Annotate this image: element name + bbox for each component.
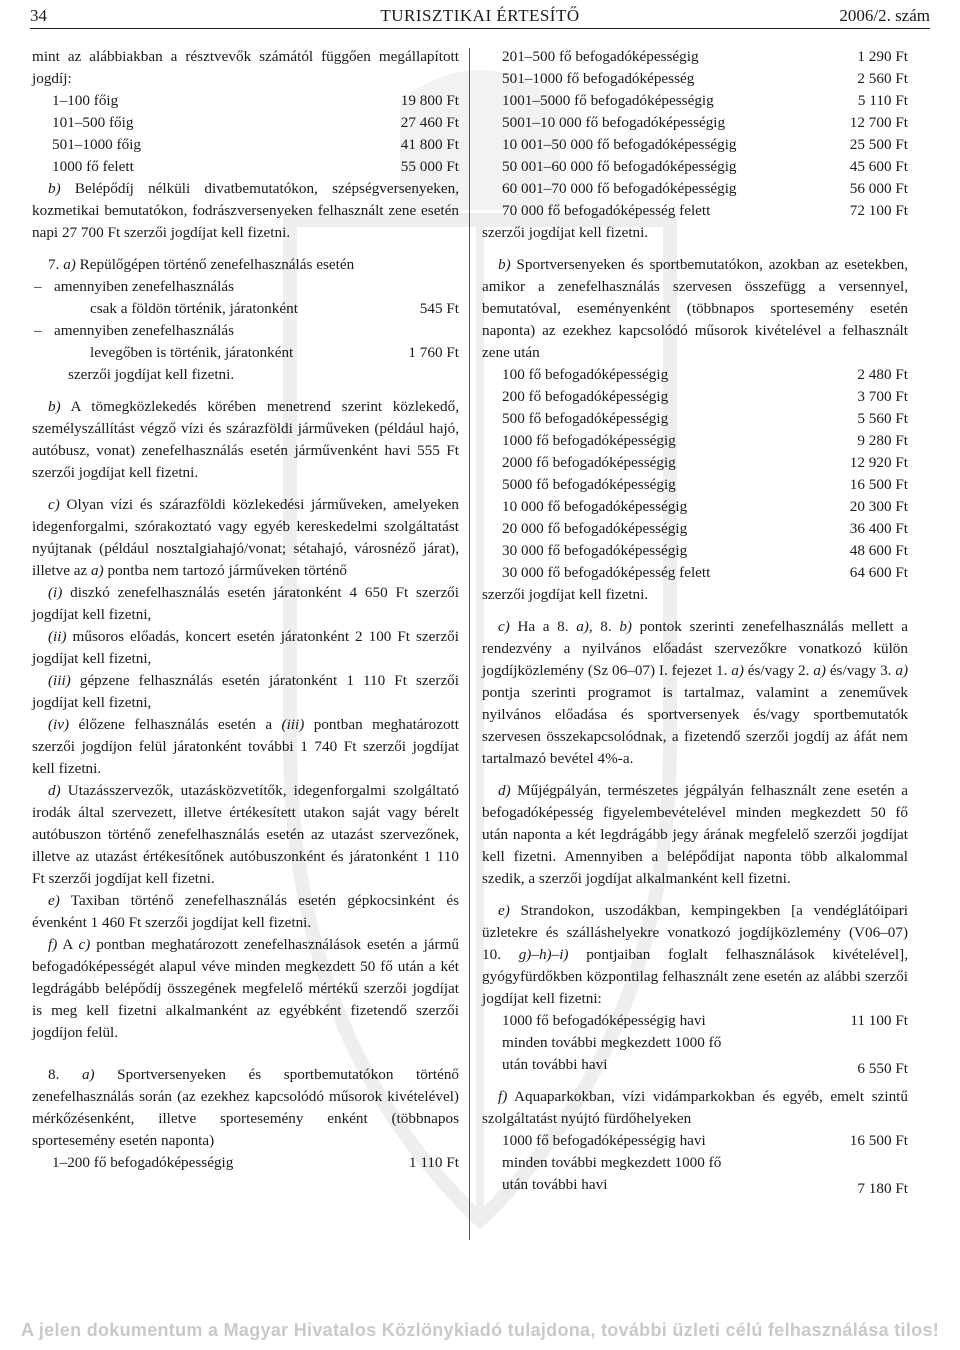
rates-end: szerzői jogdíjat kell fizetni. [482, 586, 649, 603]
left-column [32, 46, 459, 1174]
rate-row: után további havi 7 180 Ft [502, 1176, 908, 1197]
rate-row: 1000 fő befogadóképességig havi 11 100 Ft [502, 1012, 908, 1029]
section-7c-iv: (iv) élőzene felhasználás esetén a (iii) pontban meghatározott szerzői jogdíjon felül járatonként további 1 740 Ft szerzői jogdíjat kell fizetni. [32, 716, 459, 777]
rate-row: 1–200 fő befogadóképességig 1 110 Ft [52, 1154, 459, 1171]
issue-number: 2006/2. szám [839, 6, 930, 25]
rate-label: 501–1000 főig [52, 136, 142, 153]
rate-row: 50 001–60 000 fő befogadóképességig 45 600 Ft [502, 158, 908, 175]
rate-row: 1001–5000 fő befogadóképességig 5 110 Ft [502, 92, 908, 109]
section-7c-iii: (iii) gépzene felhasználás esetén járatonként 1 110 Ft szerzői jogdíjat kell fizetni, [32, 672, 459, 711]
rate-row [32, 134, 459, 156]
section-7b: b) A tömegközlekedés körében menetrend szerint közlekedő, személyszállítást végző vízi és szárazföldi járműveken (például hajó, autóbusz, vonat) zenefelhasználás esetén járművenként havi 555 Ft szerzői jogdíjat kell fizetni. [32, 398, 459, 481]
section-8a: 8. a) Sportversenyeken és sportbemutatókon történő zenefelhasználás során (az ezekhez kapcsolódó műsorok kivételével) mérkőzésenként, illetve sportesemény enként (többnapos sportesemény esetén naponta) [32, 1066, 460, 1149]
journal-title: TURISZTIKAI ÉRTESÍTŐ [380, 6, 580, 25]
rate-label: 101–500 főig [52, 114, 134, 131]
section-7c-ii: (ii) műsoros előadás, koncert esetén járatonként 2 100 Ft szerzői jogdíjat kell fizetni, [32, 628, 459, 667]
rate-row: 1000 fő befogadóképességig 9 280 Ft [502, 432, 908, 449]
rate-value: 55 000 Ft [400, 158, 459, 175]
rate-row: után további havi 6 550 Ft [502, 1056, 908, 1077]
rate-row: 70 000 fő befogadóképesség felett 72 100 Ft [502, 202, 908, 219]
section-7-heading: 7. a) Repülőgépen történő zenefelhasználás esetén [48, 256, 355, 273]
rate-row [32, 156, 459, 178]
rate-row: 30 000 fő befogadóképességig 48 600 Ft [502, 542, 908, 559]
rate-label: 1000 fő felett [52, 158, 134, 175]
section-7-end: szerzői jogdíjat kell fizetni. [68, 366, 235, 383]
rate-value: 19 800 Ft [400, 92, 459, 109]
section-7e: e) Taxiban történő zenefelhasználás esetén gépkocsinként és évenként 1 460 Ft szerzői jogdíjat kell fizetni. [32, 892, 459, 931]
rate-row: 20 000 fő befogadóképességig 36 400 Ft [502, 520, 908, 537]
rate-row: 10 000 fő befogadóképességig 20 300 Ft [502, 498, 908, 515]
page-header [30, 4, 930, 29]
right-column [482, 46, 908, 1196]
section-8e: e) Strandokon, uszodákban, kempingekben [a vendéglátóipari üzletekre és szálláshelyekre vonatkozó jogdíjközlemény (V06–07) 10. g)–h)–i) pontjaiban foglalt felhasználások kivételével], gyógyfürdőkben központilag felhasznált zene esetén az alábbi szerzői jogdíjat kell fizetni: [482, 902, 908, 1007]
page-number: 34 [30, 6, 47, 25]
rate-row: minden további megkezdett 1000 fő [502, 1034, 722, 1051]
rate-row: 100 fő befogadóképességig 2 480 Ft [502, 366, 908, 383]
rate-row: 201–500 fő befogadóképességig 1 290 Ft [502, 48, 908, 65]
rate-row: minden további megkezdett 1000 fő [502, 1154, 722, 1171]
rate-row: 2000 fő befogadóképességig 12 920 Ft [502, 454, 908, 471]
rate-row [32, 112, 459, 134]
section-8c: c) Ha a 8. a), 8. b) pontok szerinti zenefelhasználás mellett a rendezvény a nyilvános előadást szervezőkre vonatkozó külön jogdíjközlemény (Sz 06–07) I. fejezet 1. a) és/vagy 2. a) és/vagy 3. a) pontja szerinti programot is tartalmaz, valamint a zeneművek nyilvános előadása és sportversenyek és/vagy sportbemutatók szervesen összekapcsolódnak, a fizetendő szerzői jogdíj az áfát nem tartalmazó bevétel 4%-a. [482, 618, 908, 767]
section-7d: d) Utazásszervezők, utazásközvetítők, idegenforgalmi szolgáltató irodák által szervezett, illetve értékesített utakon saját vagy bérelt autóbuszon történő zenefelhasználás esetén az utazást szervezőnek, illetve az utazást értékesítőnek autóbuszonként és járatonként 1 110 Ft szerzői jogdíjat kell fizetni. [32, 782, 459, 887]
rate-value: 27 460 Ft [400, 114, 459, 131]
rate-row: 200 fő befogadóképességig 3 700 Ft [502, 388, 908, 405]
intro-paragraph: mint az alábbiakban a résztvevők számától függően megállapított jogdíj: [32, 48, 459, 87]
rate-row: 5000 fő befogadóképességig 16 500 Ft [502, 476, 908, 493]
rate-row: 501–1000 fő befogadóképesség 2 560 Ft [502, 70, 908, 87]
section-8b: b) Sportversenyeken és sportbemutatókon, azokban az esetekben, amikor a zenefelhasználás szervesen összefügg a versennyel, bemutatóval, eseményenként (többnapos sportesemény esetén naponta) az ezekhez kapcsolódó műsorok kivételével a felhasznált zene után [482, 256, 908, 361]
rates-end: szerzői jogdíjat kell fizetni. [482, 224, 649, 241]
rate-row: 60 001–70 000 fő befogadóképességig 56 000 Ft [502, 180, 908, 197]
rate-row: 30 000 fő befogadóképesség felett 64 600 Ft [502, 564, 908, 581]
paragraph-b: b) Belépődíj nélküli divatbemutatókon, szépségversenyeken, kozmetikai bemutatókon, fodrászversenyeken felhasznált zene esetén napi 27 700 Ft szerzői jogdíjat kell fizetni. [32, 180, 459, 241]
dash-item: – amennyiben zenefelhasználás [32, 320, 459, 342]
section-7f: f) A c) pontban meghatározott zenefelhasználások esetén a jármű befogadóképességét alapul véve minden megkezdett 50 fő után a két legdrágább belépődíj összegének megfelelő mértékű szerzői jogdíjat is meg kell fizetni alkalmanként az egyébként fizetendő szerzői jogdíjon felül. [32, 936, 460, 1041]
rate-label: 1–100 főig [52, 92, 119, 109]
rate-row: 10 001–50 000 fő befogadóképességig 25 500 Ft [502, 136, 908, 153]
section-8f: f) Aquaparkokban, vízi vidámparkokban és egyéb, emelt szintű szolgáltatást nyújtó fürdőhelyeken [482, 1088, 908, 1127]
column-divider [469, 48, 470, 1240]
rate-value: 41 800 Ft [400, 136, 459, 153]
rate-row: 1000 fő befogadóképességig havi 16 500 Ft [502, 1132, 908, 1149]
section-8d: d) Műjégpályán, természetes jégpályán felhasznált zene esetén a befogadóképesség figyelembevételével minden megkezdett 50 fő után naponta a két legdrágább jegy árának megfelelő szerzői jogdíjat kell fizetni. Amennyiben a belépődíjat naponta több alkalommal szedik, a szerzői jogdíjat alkalmanként kell fizetni. [482, 782, 908, 887]
rate-row: csak a földön történik, járatonként 545 Ft [90, 300, 459, 317]
rate-row: 500 fő befogadóképességig 5 560 Ft [502, 410, 908, 427]
section-7c-i: (i) diszkó zenefelhasználás esetén járatonként 4 650 Ft szerzői jogdíjat kell fizetni, [32, 584, 459, 623]
rate-row [32, 90, 459, 112]
section-7c: c) Olyan vízi és szárazföldi közlekedési járműveken, amelyeken idegenforgalmi, szórakoztató vagy egyéb kereskedelmi szolgáltatást nyújtanak (például nosztalgiahajó/vonat; sétahajó, városnéző járat), illetve az a) pontba nem tartozó járműveken történő [32, 496, 459, 579]
rate-row: levegőben is történik, járatonként 1 760 Ft [90, 344, 459, 361]
dash-item: – amennyiben zenefelhasználás [32, 276, 459, 298]
copyright-footer: A jelen dokumentum a Magyar Hivatalos Közlönykiadó tulajdona, további üzleti célú felhasználása tilos! [20, 1320, 940, 1340]
rate-row: 5001–10 000 fő befogadóképességig 12 700 Ft [502, 114, 908, 131]
